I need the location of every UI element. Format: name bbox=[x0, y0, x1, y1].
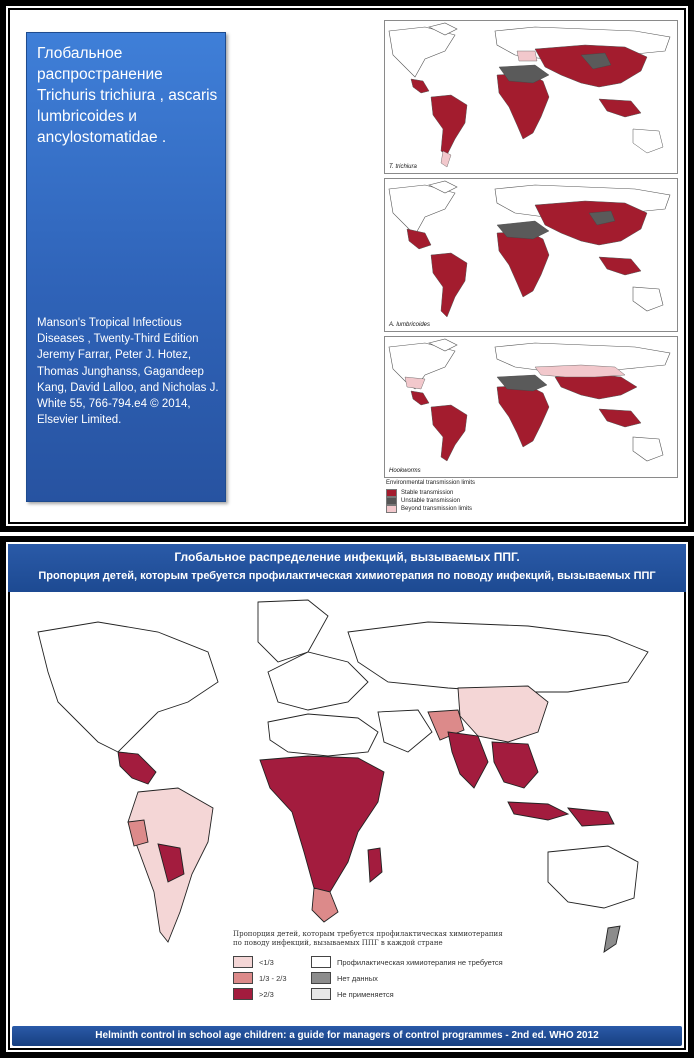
legend-title: Пропорция детей, которым требуется профилактическая химиотерапия по поводу инфекций, вызываемых ППГ в каждой стране bbox=[233, 930, 503, 947]
legend-label: Не применяется bbox=[337, 989, 394, 999]
slide-2 bbox=[0, 536, 694, 1058]
legend-grid bbox=[233, 956, 553, 1000]
world-map-ascaris bbox=[385, 179, 677, 331]
legend-label: >2/3 bbox=[259, 989, 274, 999]
legend-label: Нет данных bbox=[337, 973, 378, 983]
legend-label: <1/3 bbox=[259, 957, 274, 967]
header-line-2: Пропорция детей, которым требуется профилактическая химиотерапия по поводу инфекций, вызываемых ППГ bbox=[38, 570, 656, 582]
map-panel-hookworms bbox=[384, 336, 678, 478]
slide-1-content bbox=[6, 6, 688, 526]
legend-swatch bbox=[233, 972, 253, 984]
panel-label: A. lumbricoides bbox=[389, 322, 431, 328]
map-panel-trichuris bbox=[384, 20, 678, 174]
legend-swatch bbox=[386, 505, 397, 513]
panel-label: T. trichiura bbox=[389, 164, 417, 170]
legend-item bbox=[386, 497, 475, 505]
panel-label: Hookworms bbox=[389, 468, 421, 474]
legend-label: Профилактическая химиотерапия не требуется bbox=[337, 957, 503, 967]
transmission-legend bbox=[386, 480, 475, 513]
slide-2-content bbox=[6, 542, 688, 1052]
legend-swatch bbox=[233, 988, 253, 1000]
legend-swatch bbox=[311, 972, 331, 984]
legend-label: Unstable transmission bbox=[401, 498, 461, 504]
legend-title: Environmental transmission limits bbox=[386, 480, 476, 486]
legend-item bbox=[233, 972, 311, 984]
header-line-1: Глобальное распределение инфекций, вызываемых ППГ. bbox=[174, 550, 520, 564]
proportion-legend bbox=[233, 930, 553, 1000]
slide-1-title: Глобальное распространение Trichuris trichiura , ascaris lumbricoides и ancylostomatidae . bbox=[37, 45, 218, 146]
title-box bbox=[26, 32, 226, 502]
legend-label: Beyond transmission limits bbox=[401, 506, 473, 512]
legend-swatch bbox=[386, 489, 397, 497]
legend-label: 1/3 - 2/3 bbox=[259, 973, 287, 983]
legend-swatch bbox=[311, 956, 331, 968]
legend-item bbox=[386, 489, 475, 497]
legend-item bbox=[386, 505, 475, 513]
world-map-trichuris bbox=[385, 21, 677, 173]
reference-text: Manson's Tropical Infectious Diseases , Twenty-Third Edition Jeremy Farrar, Peter J. Hotez, Thomas Junghanss, Gagandeep Kang, David Lalloo, and Nicholas J. White 55, 766-794.e4 © 2014, Elsevier Limited. bbox=[37, 317, 219, 427]
legend-item bbox=[233, 988, 311, 1000]
slide-2-header bbox=[8, 544, 686, 592]
world-map-hookworms bbox=[385, 337, 677, 477]
legend-item bbox=[233, 956, 311, 968]
legend-swatch bbox=[311, 988, 331, 1000]
legend-item bbox=[311, 988, 531, 1000]
map-panel-ascaris bbox=[384, 178, 678, 332]
legend-swatch bbox=[386, 497, 397, 505]
slide-2-footer: Helminth control in school age children: a guide for managers of control programmes - 2nd ed. WHO 2012 bbox=[12, 1026, 682, 1046]
legend-label: Stable transmission bbox=[401, 490, 454, 496]
legend-swatch bbox=[233, 956, 253, 968]
legend-item bbox=[311, 972, 531, 984]
legend-item bbox=[311, 956, 531, 968]
